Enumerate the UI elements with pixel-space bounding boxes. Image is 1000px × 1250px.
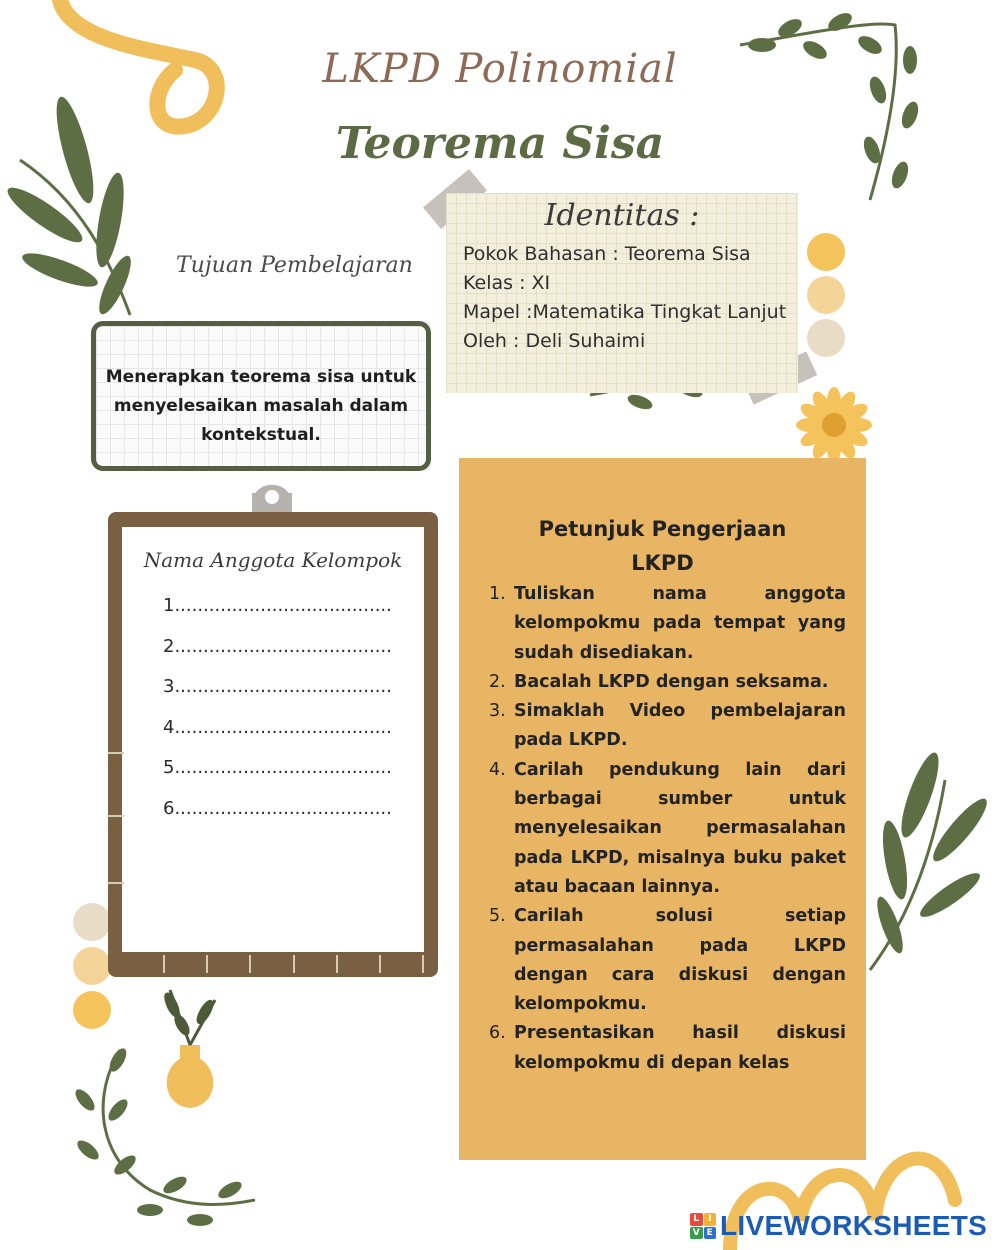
vine-top-right	[740, 9, 921, 200]
logo-letter: I	[704, 1213, 717, 1226]
vine-bottom-left	[72, 1046, 255, 1226]
page-title: Teorema Sisa	[335, 118, 665, 169]
step-text: Carilah solusi setiap permasalahan pada LKPD dengan cara diskusi dengan kelompokmu.	[514, 906, 846, 1015]
member-field-4[interactable]: 4......................................	[163, 716, 392, 738]
member-field-2[interactable]: 2......................................	[163, 635, 392, 657]
instruction-step	[489, 697, 846, 756]
step-number: 6.	[489, 1023, 506, 1044]
instruction-step	[489, 902, 846, 1019]
step-number: 3.	[489, 701, 506, 722]
liveworksheets-logo-icon	[690, 1213, 716, 1239]
dot-2	[807, 276, 845, 314]
step-text: Presentasikan hasil diskusi kelompokmu di depan kelas	[514, 1023, 846, 1073]
clipboard-bottom-strip	[122, 955, 424, 973]
step-text: Simaklah Video pembelajaran pada LKPD.	[514, 701, 846, 751]
flower	[796, 387, 872, 463]
dot-1	[807, 233, 845, 271]
instructions-list	[489, 580, 846, 1078]
identity-author: Oleh : Deli Suhaimi	[463, 330, 646, 352]
step-number: 5.	[489, 906, 506, 927]
step-text: Bacalah LKPD dengan seksama.	[514, 671, 829, 692]
member-field-3[interactable]: 3......................................	[163, 676, 392, 697]
dot-left-2	[73, 947, 111, 985]
logo-letter: V	[690, 1227, 703, 1240]
member-field-5[interactable]: 5......................................	[163, 757, 392, 778]
identity-subject: Mapel :Matematika Tingkat Lanjut	[463, 301, 787, 323]
vase-plant	[163, 990, 215, 1108]
identity-heading: Identitas :	[544, 198, 700, 233]
step-number: 1.	[489, 584, 506, 604]
dot-left-3	[73, 991, 111, 1029]
group-members-title: Nama Anggota Kelompok	[143, 548, 403, 572]
instruction-step	[489, 756, 846, 902]
identity-class: Kelas : XI	[463, 272, 551, 294]
dot-left-1	[73, 903, 111, 941]
identity-lines	[463, 240, 786, 356]
step-text: Tuliskan nama anggota kelompokmu pada tempat yang sudah disediakan.	[514, 584, 846, 663]
liveworksheets-watermark	[690, 1208, 987, 1244]
logo-letter: L	[690, 1213, 703, 1226]
liveworksheets-text: LIVEWORKSHEETS	[720, 1210, 988, 1241]
learning-goal-text: Menerapkan teorema sisa untuk menyelesaikan masalah dalam kontekstual.	[105, 367, 417, 445]
identity-topic: Pokok Bahasan : Teorema Sisa	[463, 243, 751, 265]
learning-goal-label: Tujuan Pembelajaran	[176, 253, 413, 278]
worksheet-subtitle: LKPD Polinomial	[322, 46, 678, 92]
instruction-step	[489, 1019, 846, 1078]
step-number: 4.	[489, 759, 506, 780]
instructions-title-line2: LKPD	[631, 551, 694, 575]
step-text: Carilah pendukung lain dari berbagai sumber untuk menyelesaikan permasalahan pada LKPD, misalnya buku paket atau bacaan lainnya.	[514, 759, 846, 897]
step-number: 2.	[489, 671, 506, 692]
group-members-list	[163, 592, 392, 835]
member-field-6[interactable]: 6......................................	[163, 797, 392, 819]
logo-letter: E	[704, 1227, 717, 1240]
dot-3	[807, 319, 845, 357]
member-field-1[interactable]: 1......................................	[163, 595, 392, 616]
instructions-title	[459, 512, 866, 580]
instruction-step	[489, 580, 846, 668]
instructions-title-line1: Petunjuk Pengerjaan	[538, 517, 787, 541]
instruction-step	[489, 668, 846, 697]
leaf-branch-right	[870, 749, 993, 970]
